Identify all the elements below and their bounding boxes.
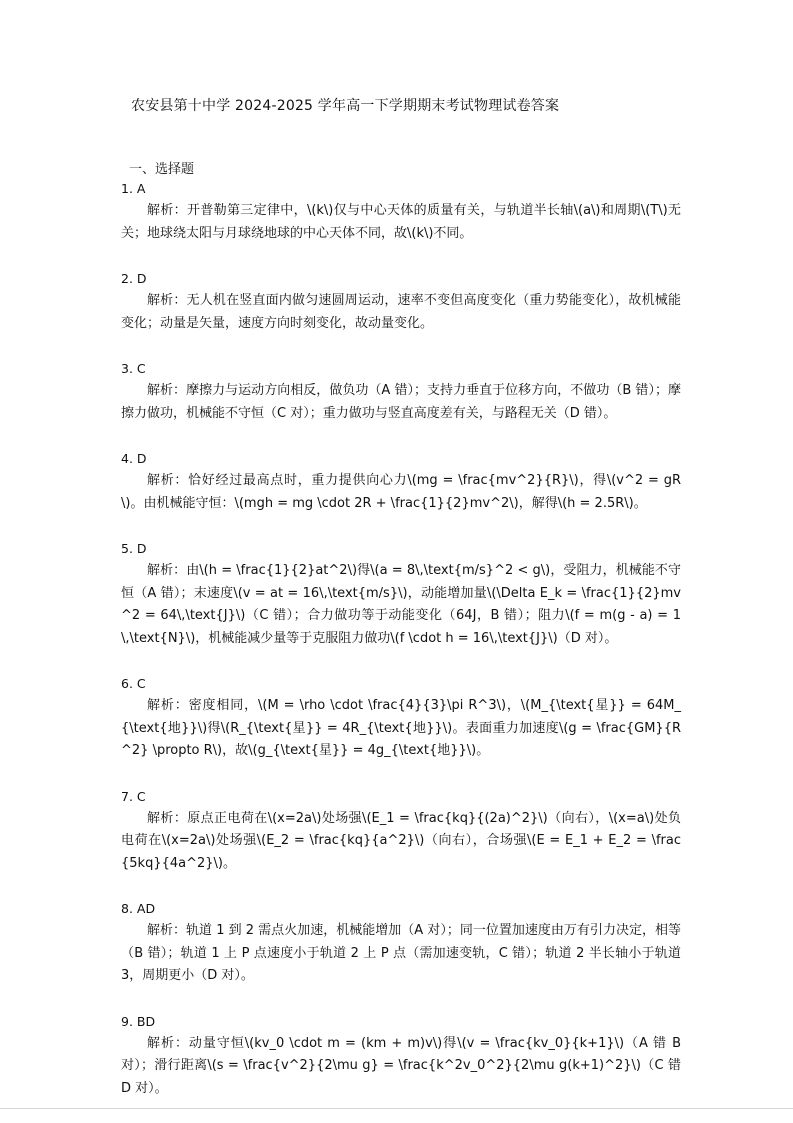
question-explanation: 解析：恰好经过最高点时，重力提供向心力\(mg = \frac{mv^2}{R}\)，得\(v^2 = gR\)。由机械能守恒：\(mgh = mg \cdot 2R + \frac{1}{2}mv^2\)，解得\(h = 2.5R\)。 (121, 473, 681, 511)
page-bottom-divider (0, 1108, 793, 1109)
question-item (121, 178, 681, 245)
question-number: 8. AD (121, 901, 156, 916)
question-explanation: 解析：由\(h = \frac{1}{2}at^2\)得\(a = 8\,\text{m/s}^2 < g\)，受阻力，机械能不守恒（A 错）；末速度\(v = at = 16\,\text{m/s}\)，动能增加量\(\Delta E_k = \frac{1}{2}mv^2 = 64\,\text{J}\)（C 错）；合力做功等于动能变化（64J，B 错）；阻力\(f = m(g - a) = 1\,\text{N}\)，机械能减少量等于克服阻力做功\(f \cdot h = 16\,\text{J}\)（D 对）。 (121, 563, 681, 646)
question-item (121, 358, 681, 425)
question-explanation: 解析：无人机在竖直面内做匀速圆周运动，速率不变但高度变化（重力势能变化），故机械能变化；动量是矢量，速度方向时刻变化，故动量变化。 (121, 293, 681, 331)
question-list (121, 178, 681, 1123)
question-explanation: 解析：摩擦力与运动方向相反，做负功（A 错）；支持力垂直于位移方向，不做功（B 错）；摩擦力做功，机械能不守恒（C 对）；重力做功与竖直高度差有关，与路程无关（D 错）。 (121, 383, 681, 421)
question-number: 4. D (121, 451, 147, 466)
question-number: 7. C (121, 788, 146, 804)
question-number: 3. C (121, 361, 146, 376)
question-number: 5. D (121, 541, 147, 556)
question-number: 1. A (121, 181, 146, 196)
question-item (121, 538, 681, 650)
question-number: 2. D (121, 271, 147, 286)
question-number: 6. C (121, 676, 146, 691)
question-item (121, 673, 681, 763)
question-number: 9. BD (121, 1013, 156, 1029)
question-item (121, 268, 681, 335)
question-explanation: 解析：开普勒第三定律中，\(k\)仅与中心天体的质量有关，与轨道半长轴\(a\)和周期\(T\)无关；地球绕太阳与月球绕地球的中心天体不同，故\(k\)不同。 (121, 203, 681, 241)
document-title: 农安县第十中学 2024-2025 学年高一下学期期末考试物理试卷答案 (131, 98, 560, 114)
question-item (121, 898, 681, 988)
question-item (121, 786, 681, 876)
question-item (121, 448, 681, 515)
question-explanation: 解析：动量守恒\(kv_0 \cdot m = (km + m)v\)得\(v = \frac{kv_0}{k+1}\)（A 错 B 对）；滑行距离\(s = \frac{v^2}{2\mu g} = \frac{k^2v_0^2}{2\mu g(k+1)^2}\)（C 错 D 对）。 (121, 1035, 681, 1096)
question-explanation: 解析：原点正电荷在\(x=2a\)处场强\(E_1 = \frac{kq}{(2a)^2}\)（向右），\(x=a\)处负电荷在\(x=2a\)处场强\(E_2 = \frac{kq}{a^2}\)（向右），合场强\(E = E_1 + E_2 = \frac{5kq}{4a^2}\)。 (121, 810, 681, 871)
question-explanation: 解析：密度相同，\(M = \rho \cdot \frac{4}{3}\pi R^3\)，\(M_{\text{星}} = 64M_{\text{地}}\)得\(R_{\text{星}} = 4R_{\text{地}}\)。表面重力加速度\(g = \frac{GM}{R^2} \propto R\)，故\(g_{\text{星}} = 4g_{\text{地}}\)。 (121, 698, 681, 758)
question-item (121, 1011, 681, 1101)
question-explanation: 解析：轨道 1 到 2 需点火加速，机械能增加（A 对）；同一位置加速度由万有引力决定，相等（B 错）；轨道 1 上 P 点速度小于轨道 2 上 P 点（需加速变轨，C 错）；轨道 2 半长轴小于轨道 3，周期更小（D 对）。 (121, 923, 681, 983)
section-heading: 一、选择题 (129, 162, 195, 177)
